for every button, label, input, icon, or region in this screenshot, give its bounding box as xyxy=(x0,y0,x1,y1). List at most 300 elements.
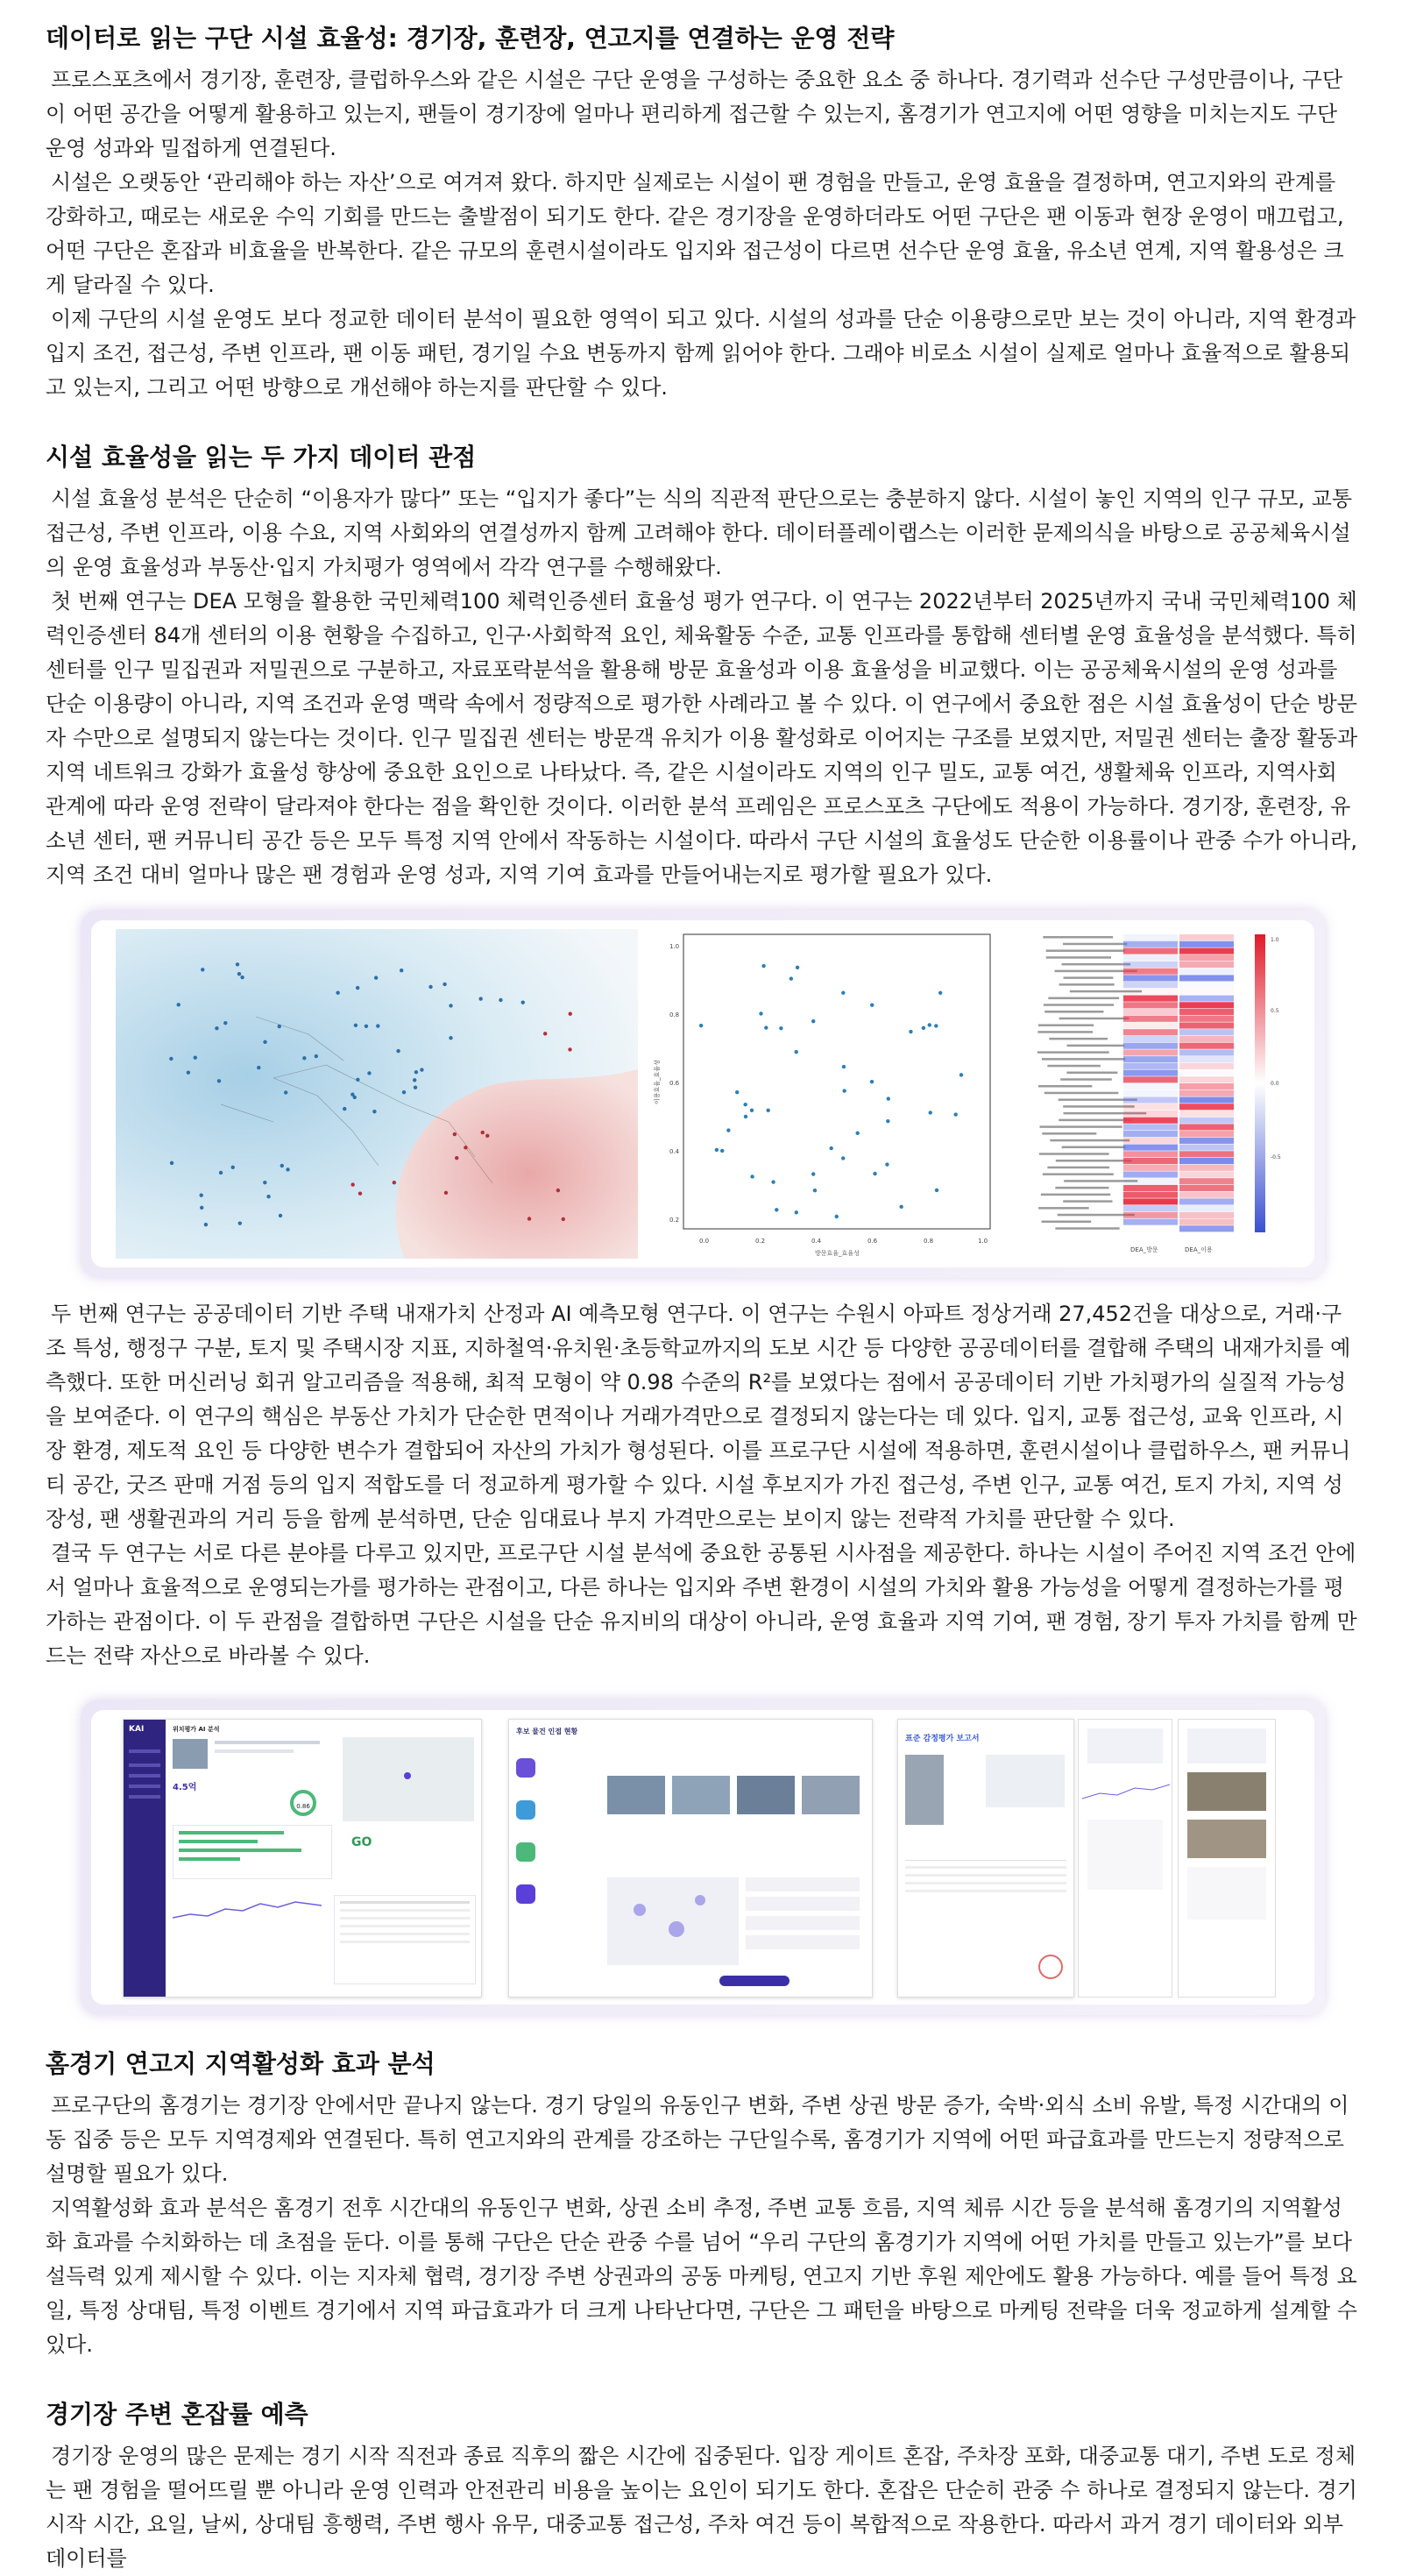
map-point xyxy=(367,1071,371,1075)
heatmap-cell xyxy=(1123,1165,1178,1171)
scatter-point xyxy=(873,1172,876,1175)
map-point xyxy=(169,1057,173,1061)
heatmap-cell xyxy=(1123,934,1178,940)
heatmap-col-label: DEA_방문 xyxy=(1130,1246,1158,1253)
x-tick: 0.0 xyxy=(699,1238,710,1245)
heatmap-row-label-mark xyxy=(1043,936,1113,939)
map-point xyxy=(236,962,239,966)
heatmap-cell xyxy=(1123,1049,1178,1055)
y-tick: 0.2 xyxy=(669,1217,680,1224)
data-table xyxy=(334,1895,476,1984)
scatter-point xyxy=(811,1172,815,1175)
map-point xyxy=(257,1066,260,1069)
heatmap-cell xyxy=(1179,1165,1234,1171)
two-perspectives-section xyxy=(46,440,1360,892)
heatmap-cell xyxy=(1123,1016,1178,1022)
heatmap-cell xyxy=(1179,947,1234,954)
heatmap-row-label-mark xyxy=(1047,1065,1101,1068)
heatmap-cell xyxy=(1123,1198,1178,1204)
scatter-point xyxy=(726,1128,730,1132)
heatmap-cell xyxy=(1179,1002,1234,1008)
heatmap-cell xyxy=(1179,996,1234,1002)
efficiency-scatter xyxy=(648,929,999,1259)
report-title: 표준 감정평가 보고서 xyxy=(905,1735,980,1743)
heatmap-cell xyxy=(1179,1076,1234,1082)
correlation-heatmap xyxy=(1018,929,1297,1259)
heatmap-row-label-mark xyxy=(1044,1004,1114,1006)
y-axis-label: 이용효율_효율성 xyxy=(654,1060,661,1104)
heatmap-cell xyxy=(1179,941,1234,947)
scatter-point xyxy=(743,1103,747,1106)
heatmap-cell xyxy=(1179,1009,1234,1015)
scatter-point xyxy=(811,1019,815,1023)
trend-chart xyxy=(173,1891,322,1935)
heatmap-cell xyxy=(1123,1138,1178,1144)
heatmap-cell xyxy=(1123,1090,1178,1096)
heatmap-row-label-mark xyxy=(1063,1200,1112,1203)
go-indicator: GO xyxy=(351,1835,372,1849)
heatmap-row-label-mark xyxy=(1041,1194,1110,1196)
heatmap-row-label-mark xyxy=(1060,1078,1112,1081)
heatmap-row-label-mark xyxy=(1046,949,1125,952)
heatmap-cell xyxy=(1179,1118,1234,1124)
map-point xyxy=(336,991,339,995)
scatter-point xyxy=(938,991,942,995)
score-ring: 0.86 xyxy=(290,1790,316,1816)
map-point xyxy=(478,997,482,1000)
map-point xyxy=(374,976,378,979)
scatter-point xyxy=(699,1024,703,1027)
scatter-point xyxy=(790,976,793,980)
heatmap-row-label-mark xyxy=(1064,976,1114,979)
heatmap-cell xyxy=(1123,1063,1178,1069)
x-tick: 0.8 xyxy=(924,1238,934,1245)
figure-panel xyxy=(91,920,1314,1267)
heatmap-row-label-mark xyxy=(1066,1072,1117,1075)
heatmap-row-label-mark xyxy=(1047,1167,1109,1169)
map-point xyxy=(170,1161,173,1165)
heatmap-cell xyxy=(1123,1070,1178,1076)
map-point xyxy=(569,1012,572,1016)
heatmap-cell xyxy=(1179,1063,1234,1069)
colorbar-tick: 0.0 xyxy=(1271,1081,1279,1087)
heatmap-cell xyxy=(1179,1070,1234,1076)
heatmap-cell xyxy=(1123,1076,1178,1082)
valuation-ui-figure xyxy=(81,1700,1325,2015)
heatmap-row-label-mark xyxy=(1042,1058,1125,1061)
map-point xyxy=(543,1032,547,1035)
scatter-point xyxy=(795,1210,798,1214)
article-title: 데이터로 읽는 구단 시설 효율성: 경기장, 훈련장, 연고지를 연결하는 운영 전략 xyxy=(46,24,895,53)
map-point xyxy=(284,1090,287,1094)
heatmap-row-label-mark xyxy=(1037,1051,1109,1054)
heatmap-cell xyxy=(1179,1178,1234,1184)
map-point xyxy=(280,1164,284,1167)
heatmap-cell xyxy=(1179,1043,1234,1049)
x-tick: 1.0 xyxy=(978,1238,988,1245)
map-point xyxy=(556,1189,560,1192)
heatmap-cell xyxy=(1179,1103,1234,1110)
map-point xyxy=(443,983,446,986)
second-study-section xyxy=(46,1297,1360,1673)
heatmap-cell xyxy=(1179,1225,1234,1231)
heatmap-cell xyxy=(1123,962,1178,968)
map-point xyxy=(453,1132,457,1136)
heatmap-cell xyxy=(1179,962,1234,968)
map-point xyxy=(414,1070,418,1074)
map-point xyxy=(177,1003,181,1006)
map-point xyxy=(263,1040,266,1044)
section-title: 시설 효율성을 읽는 두 가지 데이터 관점 xyxy=(46,443,477,472)
x-tick: 0.4 xyxy=(811,1238,822,1245)
heatmap-cell xyxy=(1123,1178,1178,1184)
paragraph: 첫 번째 연구는 DEA 모형을 활용한 국민체력100 체력인증센터 효율성 평가 연구다. 이 연구는 2022년부터 2025년까지 국내 국민체력100 체력인증센터 84개 센터의 이용 현황을 수집하고, 인구·사회학적 요인, 체육활동 수준, 교통 인프라를 통합해 센터별 운영 효율성을 분석했다. 특히 센터를 인구 밀집권과 저밀권으로 구분하고, 자료포락분석을 활용해 방문 효율성과 이용 효율성을 비교했다. 이는 공공체육시설의 운영 성과를 단순 이용량이 아니라, 지역 조건과 운영 맥락 속에서 정량적으로 평가한 사례라고 볼 수 있다. 이 연구에서 중요한 점은 시설 효율성이 단순 방문자 수만으로 설명되지 않는다는 것이다. 인구 밀집권 센터는 방문객 유치가 이용 활성화로 이어지는 구조를 보였지만, 저밀권 센터는 출장 활동과 지역 네트워크 강화가 효율성 향상에 중요한 요인으로 나타났다. 즉, 같은 시설이라도 지역의 인구 밀도, 교통 여건, 생활체육 인프라, 지역사회 관계에 따라 운영 전략이 달라져야 한다는 점을 확인한 것이다. 이러한 분석 프레임은 프로스포츠 구단에도 적용이 가능하다. 경기장, 훈련장, 유소년 센터, 팬 커뮤니티 공간 등은 모두 특정 지역 안에서 작동하는 시설이다. 따라서 구단 시설의 효율성도 단순한 이용률이나 관중 수가 아니라, 지역 조건 대비 얼마나 많은 팬 경험과 운영 성과, 지역 기여 효과를 만들어내는지로 평가할 필요가 있다. xyxy=(46,589,1358,887)
heatmap-row-label-mark xyxy=(1067,1045,1125,1047)
heatmap-cells xyxy=(1123,934,1234,1231)
heatmap-row-label-mark xyxy=(1040,1125,1122,1128)
map-point xyxy=(200,1193,203,1196)
paragraph: 프로스포츠에서 경기장, 훈련장, 클럽하우스와 같은 시설은 구단 운영을 구성하는 중요한 요소 중 하나다. 경기력과 선수단 구성만큼이나, 구단이 어떤 공간을 어떻게 활용하고 있는지, 팬들이 경기장에 얼마나 편리하게 접근할 수 있는지, 홈경기가 연고지에 어떤 영향을 미치는지도 구단 운영 성과와 밀접하게 연결된다. xyxy=(46,67,1343,160)
heatmap-cell xyxy=(1179,1151,1234,1157)
scatter-point xyxy=(885,1162,889,1166)
y-tick: 0.8 xyxy=(669,1011,680,1018)
colorbar-tick: 0.5 xyxy=(1271,1008,1279,1014)
heatmap-cell xyxy=(1179,1083,1234,1089)
heatmap-row-label-mark xyxy=(1037,1031,1093,1033)
map-point xyxy=(217,1079,221,1082)
heatmap-cell xyxy=(1123,1205,1178,1211)
heatmap-cell xyxy=(1179,1036,1234,1042)
building-thumbnail xyxy=(173,1739,208,1769)
x-axis-label: 방문효율_효율성 xyxy=(815,1250,860,1257)
map-point xyxy=(455,1156,458,1160)
heatmap-cell xyxy=(1123,1185,1178,1191)
heatmap-cell xyxy=(1179,1198,1234,1204)
map-point xyxy=(393,1181,396,1184)
heatmap-row-label-mark xyxy=(1038,1024,1094,1026)
bar-list xyxy=(173,1825,332,1879)
heatmap-cell xyxy=(1179,1185,1234,1191)
heatmap-row-label-mark xyxy=(1043,1173,1114,1175)
scatter-point xyxy=(750,1174,754,1178)
heatmap-cell xyxy=(1123,1111,1178,1117)
paragraph: 경기장 운영의 많은 문제는 경기 시작 직전과 종료 직후의 짧은 시간에 집중된다. 입장 게이트 혼잡, 주차장 포화, 대중교통 대기, 주변 도로 정체는 팬 경험을 떨어뜨릴 뿐 아니라 운영 인력과 안전관리 비용을 높이는 요인이 되기도 한다. 혼잡은 단순히 관중 수 하나로 결정되지 않는다. 경기 시작 시간, 요일, 날씨, 상대팀 흥행력, 주변 행사 유무, 대중교통 접근성, 주차 여건 등이 복합적으로 작용한다. 따라서 과거 경기 데이터와 외부 데이터를 xyxy=(46,2444,1357,2571)
map-point xyxy=(449,1004,452,1007)
map-point xyxy=(414,1086,417,1089)
map-point xyxy=(428,985,432,989)
heatmap-cell xyxy=(1123,1219,1178,1225)
heatmap-row-label-mark xyxy=(1059,1018,1129,1020)
scatter-point xyxy=(934,1024,938,1027)
heatmap-row-label-mark xyxy=(1038,1085,1092,1088)
map-point xyxy=(420,1068,423,1071)
heatmap-cell xyxy=(1179,1145,1234,1151)
scatter-point xyxy=(959,1073,963,1076)
heatmap-cell xyxy=(1123,1096,1178,1103)
heatmap-cell xyxy=(1179,975,1234,981)
heatmap-cell xyxy=(1179,1056,1234,1062)
heatmap-cell xyxy=(1179,969,1234,975)
heatmap-cell xyxy=(1179,1049,1234,1055)
paragraph: 이제 구단의 시설 운영도 보다 정교한 데이터 분석이 필요한 영역이 되고 있다. 시설의 성과를 단순 이용량으로만 보는 것이 아니라, 지역 환경과 입지 조건, 접근성, 주변 인프라, 팬 이동 패턴, 경기일 수요 변동까지 함께 읽어야 한다. 그래야 비로소 시설이 실제로 얼마나 효율적으로 활용되고 있는지, 그리고 어떤 방향으로 개선해야 하는지를 판단할 수 있다. xyxy=(46,307,1356,400)
heatmap-cell xyxy=(1123,1029,1178,1035)
heatmap-cell xyxy=(1123,1118,1178,1124)
map-point xyxy=(376,1024,379,1027)
heatmap-cell xyxy=(1123,1043,1178,1049)
candidate-list xyxy=(746,1877,860,1965)
scatter-point xyxy=(795,1050,798,1054)
valuation-dashboard-screenshot xyxy=(123,1719,482,1998)
heatmap-row-label-mark xyxy=(1048,997,1119,1000)
map-point xyxy=(278,1025,281,1028)
scatter-point xyxy=(813,1189,817,1192)
dashboard-title: 위치평가 AI 분석 xyxy=(173,1726,220,1733)
map-point xyxy=(187,1070,190,1074)
heatmap-row-label-mark xyxy=(1049,1038,1108,1040)
map-point xyxy=(201,968,204,971)
map-point xyxy=(263,1181,266,1184)
congestion-section xyxy=(46,2397,1360,2576)
map-point xyxy=(499,998,502,1002)
heatmap-cell xyxy=(1179,1022,1234,1028)
colorbar-tick: -0.5 xyxy=(1271,1154,1281,1160)
intro-section xyxy=(46,21,1360,405)
map-point xyxy=(204,1223,208,1226)
heatmap-row-label-mark xyxy=(1055,1227,1119,1230)
heatmap-cell xyxy=(1123,1103,1178,1110)
map-point xyxy=(356,1078,359,1082)
y-tick: 0.4 xyxy=(669,1148,680,1155)
colorbar xyxy=(1255,934,1265,1232)
heatmap-cell xyxy=(1179,989,1234,995)
heatmap-cell xyxy=(1179,1192,1234,1198)
scatter-point xyxy=(779,1026,782,1030)
map-point xyxy=(219,1171,223,1174)
heatmap-cell xyxy=(1123,1083,1178,1089)
scatter-point xyxy=(899,1205,903,1209)
map-point xyxy=(200,1206,203,1210)
map-point xyxy=(449,1036,452,1040)
scatter-point xyxy=(835,1215,839,1218)
mini-map xyxy=(343,1737,474,1821)
appraisal-report-screenshot xyxy=(897,1719,1074,1998)
scatter-point xyxy=(766,1109,769,1112)
map-point xyxy=(400,969,403,972)
dashboard-logo: KAI xyxy=(129,1725,145,1734)
heatmap-cell xyxy=(1123,989,1178,995)
report-page-3 xyxy=(1178,1719,1276,1998)
scatter-point xyxy=(775,1208,778,1211)
map-point xyxy=(302,1056,306,1060)
map-point xyxy=(402,1090,406,1094)
heatmap-cell xyxy=(1123,1036,1178,1042)
section-title: 홈경기 연고지 지역활성화 효과 분석 xyxy=(46,2049,435,2078)
scatter-point xyxy=(735,1090,739,1094)
paragraph: 결국 두 연구는 서로 다른 분야를 다루고 있지만, 프로구단 시설 분석에 중요한 공통된 시사점을 제공한다. 하나는 시설이 주어진 지역 조건 안에서 얼마나 효율적으로 운영되는가를 평가하는 관점이고, 다른 하나는 입지와 주변 환경이 시설의 가치와 활용 가능성을 어떻게 결정하는가를 평가하는 관점이다. 이 두 관점을 결합하면 구단은 시설을 단순 유지비의 대상이 아니라, 운영 효율과 지역 기여, 팬 경험, 장기 투자 가치를 함께 만드는 전략 자산으로 바라볼 수 있다. xyxy=(46,1541,1357,1668)
heatmap-cell xyxy=(1123,975,1178,981)
scatter-point xyxy=(771,1180,775,1183)
heatmap-row-label-mark xyxy=(1050,1139,1129,1142)
heatmap-cell xyxy=(1179,1131,1234,1137)
candidate-map xyxy=(607,1877,739,1965)
heatmap-row-label-mark xyxy=(1059,983,1115,986)
heatmap-cell xyxy=(1123,1002,1178,1008)
heatmap-cell xyxy=(1123,982,1178,988)
heatmap-cell xyxy=(1123,969,1178,975)
map-point xyxy=(238,1221,242,1224)
scatter-point xyxy=(715,1148,719,1152)
regional-effect-section xyxy=(46,2047,1360,2362)
map-point xyxy=(444,1191,448,1195)
heatmap-cell xyxy=(1123,1158,1178,1164)
heatmap-cell xyxy=(1123,941,1178,947)
map-point xyxy=(315,1054,318,1058)
scatter-point xyxy=(909,1030,912,1033)
scatter-point xyxy=(796,966,799,969)
scatter-point xyxy=(870,1003,874,1006)
heatmap-cell xyxy=(1123,1056,1178,1062)
scatter-point xyxy=(841,1156,845,1160)
x-tick: 0.2 xyxy=(755,1238,766,1245)
heatmap-cell xyxy=(1179,1124,1234,1130)
map-point xyxy=(194,1055,197,1059)
candidate-title: 후보 물건 인접 현황 xyxy=(516,1728,578,1735)
map-point xyxy=(528,1217,531,1220)
heatmap-row-label-mark xyxy=(1039,1153,1109,1155)
map-point xyxy=(372,1110,376,1113)
heatmap-row-label-mark xyxy=(1062,963,1130,966)
map-point xyxy=(413,1078,416,1082)
heatmap-cell xyxy=(1123,1124,1178,1130)
cluster-map xyxy=(116,929,638,1259)
heatmap-col-label: DEA_이용 xyxy=(1185,1246,1213,1253)
heatmap-cell xyxy=(1179,1111,1234,1117)
scatter-point xyxy=(761,964,765,968)
dashboard-sidebar xyxy=(124,1720,166,1997)
map-point xyxy=(240,976,244,979)
figure-panel xyxy=(91,1710,1314,2005)
dashboard-kpi-value: 4.5억 xyxy=(173,1783,197,1792)
map-point xyxy=(464,1146,467,1149)
heatmap-cell xyxy=(1179,1090,1234,1096)
heatmap-row-label-mark xyxy=(1058,1214,1135,1217)
colorbar-tick: 1.0 xyxy=(1271,937,1279,943)
scatter-point xyxy=(887,1096,890,1100)
scatter-point xyxy=(929,1111,932,1114)
map-point xyxy=(343,1107,346,1111)
scatter-point xyxy=(720,1149,724,1153)
heatmap-row-label-mark xyxy=(1062,1146,1126,1149)
paragraph: 두 번째 연구는 공공데이터 기반 주택 내재가치 산정과 AI 예측모형 연구다. 이 연구는 수원시 아파트 정상거래 27,452건을 대상으로, 거래·구조 특성, 행정구 구분, 토지 및 주택시장 지표, 지하철역·유치원·초등학교까지의 도보 시간 등 다양한 공공데이터를 결합해 주택의 내재가치를 예측했다. 또한 머신러닝 회귀 알고리즘을 적용해, 최적 모형이 약 0.98 수준의 R²를 보였다는 점에서 공공데이터 기반 가치평가의 실질적 가능성을 보여준다. 이 연구의 핵심은 부동산 가치가 단순한 면적이나 거래가격만으로 결정되지 않는다는 데 있다. 입지, 교통 접근성, 교육 인프라, 시장 환경, 제도적 요인 등 다양한 변수가 결합되어 자산의 가치가 형성된다. 이를 프로구단 시설에 적용하면, 훈련시설이나 클럽하우스, 팬 커뮤니티 공간, 굿즈 판매 거점 등의 입지 적합도를 더 정교하게 평가할 수 있다. 시설 후보지가 가진 접근성, 주변 인구, 교통 여건, 토지 가치, 지역 성장성, 팬 생활권과의 거리 등을 함께 분석하면, 단순 임대료나 부지 가격만으로는 보이지 않는 전략적 가치를 판단할 수 있다. xyxy=(46,1302,1351,1531)
paragraph: 프로구단의 홈경기는 경기장 안에서만 끝나지 않는다. 경기 당일의 유동인구 변화, 주변 상권 방문 증가, 숙박·외식 소비 유발, 특정 시간대의 이동 집중 등은 모두 지역경제와 연결된다. 특히 연고지와의 관계를 강조하는 구단일수록, 홈경기가 지역에 어떤 파급효과를 만드는지 정량적으로 설명할 필요가 있다. xyxy=(46,2093,1349,2186)
map-point xyxy=(286,1167,289,1171)
heatmap-cell xyxy=(1179,934,1234,940)
heatmap-cell xyxy=(1179,1016,1234,1022)
report-page-2 xyxy=(1078,1719,1172,1998)
paragraph: 시설은 오랫동안 ‘관리해야 하는 자산’으로 여겨져 왔다. 하지만 실제로는 시설이 팬 경험을 만들고, 운영 효율을 결정하며, 연고지와의 관계를 강화하고, 때로는 새로운 수익 기회를 만드는 출발점이 되기도 한다. 같은 경기장을 운영하더라도 어떤 구단은 팬 이동과 현장 운영이 매끄럽고, 어떤 구단은 혼잡과 비효율을 반복한다. 같은 규모의 훈련시설이라도 입지와 접근성이 다르면 선수단 운영 효율, 유소년 연계, 지역 활용성은 크게 달라질 수 있다. xyxy=(46,170,1344,297)
scatter-point xyxy=(764,1025,768,1029)
paragraph: 지역활성화 효과 분석은 홈경기 전후 시간대의 유동인구 변화, 상권 소비 추정, 주변 교통 흐름, 지역 체류 시간 등을 분석해 홈경기의 지역활성화 효과를 수치화하는 데 초점을 둔다. 이를 통해 구단은 단순 관중 수를 넘어 “우리 구단의 홈경기가 지역에 어떤 가치를 만들고 있는가”를 보다 설득력 있게 제시할 수 있다. 이는 지자체 협력, 경기장 주변 상권과의 공동 마케팅, 연고지 기반 후원 제안에도 활용 가능하다. 예를 들어 특정 요일, 특정 상대팀, 특정 이벤트 경기에서 지역 파급효과가 더 크게 나타난다면, 구단은 그 패턴을 바탕으로 마케팅 전략을 더욱 정교하게 설계할 수 있다. xyxy=(46,2196,1357,2357)
heatmap-row-label-mark xyxy=(1038,1207,1089,1210)
heatmap-cell xyxy=(1179,1171,1234,1177)
heatmap-row-label-mark xyxy=(1042,1132,1096,1135)
scatter-point xyxy=(870,1080,874,1083)
map-point xyxy=(223,1021,227,1025)
map-point xyxy=(279,1214,282,1217)
heatmap-cell xyxy=(1123,954,1178,961)
map-point xyxy=(350,1182,354,1186)
scatter-point xyxy=(744,1115,747,1118)
map-point xyxy=(365,1025,368,1028)
heatmap-cell xyxy=(1123,1131,1178,1137)
map-point xyxy=(237,972,241,976)
heatmap-row-label-mark xyxy=(1044,1011,1103,1013)
heatmap-cell xyxy=(1179,1219,1234,1225)
map-point xyxy=(521,1000,525,1004)
heatmap-row-label-mark xyxy=(1056,1160,1132,1162)
map-point xyxy=(481,1131,485,1134)
scatter-point xyxy=(841,991,845,995)
heatmap-cell xyxy=(1179,1096,1234,1103)
heatmap-row-label-mark xyxy=(1059,1119,1131,1122)
map-point xyxy=(350,1093,354,1096)
heatmap-cell xyxy=(1179,1212,1234,1218)
heatmap-cell xyxy=(1179,982,1234,988)
scatter-point xyxy=(928,1023,931,1026)
heatmap-cell xyxy=(1123,1151,1178,1157)
scatter-point xyxy=(886,1119,889,1123)
heatmap-cell xyxy=(1123,1212,1178,1218)
heatmap-row-label-mark xyxy=(1063,943,1127,946)
scatter-point xyxy=(829,1146,832,1150)
map-point xyxy=(485,1134,489,1138)
scatter-point xyxy=(750,1109,754,1112)
y-tick: 1.0 xyxy=(669,943,680,950)
section-title: 경기장 주변 혼잡률 예측 xyxy=(46,2400,308,2429)
heatmap-row-label-mark xyxy=(1044,1092,1119,1095)
map-point xyxy=(396,1049,400,1053)
candidate-listing-screenshot xyxy=(508,1719,873,1998)
heatmap-cell xyxy=(1123,996,1178,1002)
dea-analysis-figure xyxy=(81,910,1325,1278)
scatter-point xyxy=(842,1089,846,1092)
scatter-point xyxy=(935,1189,938,1192)
map-point xyxy=(215,1026,218,1030)
heatmap-cell xyxy=(1179,954,1234,961)
step-list xyxy=(516,1758,595,1934)
heatmap-cell xyxy=(1123,1145,1178,1151)
paragraph: 시설 효율성 분석은 단순히 “이용자가 많다” 또는 “입지가 좋다”는 식의 직관적 판단으로는 충분하지 않다. 시설이 놓인 지역의 인구 규모, 교통 접근성, 주변 인프라, 이용 수요, 지역 사회와의 연결성까지 함께 고려해야 한다. 데이터플레이랩스는 이러한 문제의식을 바탕으로 공공체육시설의 운영 효율성과 부동산·입지 가치평가 영역에서 각각 연구를 수행해왔다. xyxy=(46,486,1353,579)
heatmap-cell xyxy=(1123,1192,1178,1198)
heatmap-cell xyxy=(1179,1205,1234,1211)
x-tick: 0.6 xyxy=(867,1238,878,1245)
y-tick: 0.6 xyxy=(669,1080,680,1087)
scatter-point xyxy=(953,1112,957,1116)
heatmap-cell xyxy=(1123,1022,1178,1028)
heatmap-cell xyxy=(1123,947,1178,954)
heatmap-row-label-mark xyxy=(1046,956,1111,959)
scatter-point xyxy=(922,1026,925,1030)
heatmap-cell xyxy=(1179,1138,1234,1144)
map-point xyxy=(562,1217,565,1221)
map-point xyxy=(568,1047,571,1051)
heatmap-row-label-mark xyxy=(1055,1187,1108,1189)
map-point xyxy=(231,1166,235,1169)
map-point xyxy=(358,1191,362,1195)
heatmap-cell xyxy=(1123,1225,1178,1231)
scatter-point xyxy=(842,1065,846,1068)
article xyxy=(46,21,1360,2576)
